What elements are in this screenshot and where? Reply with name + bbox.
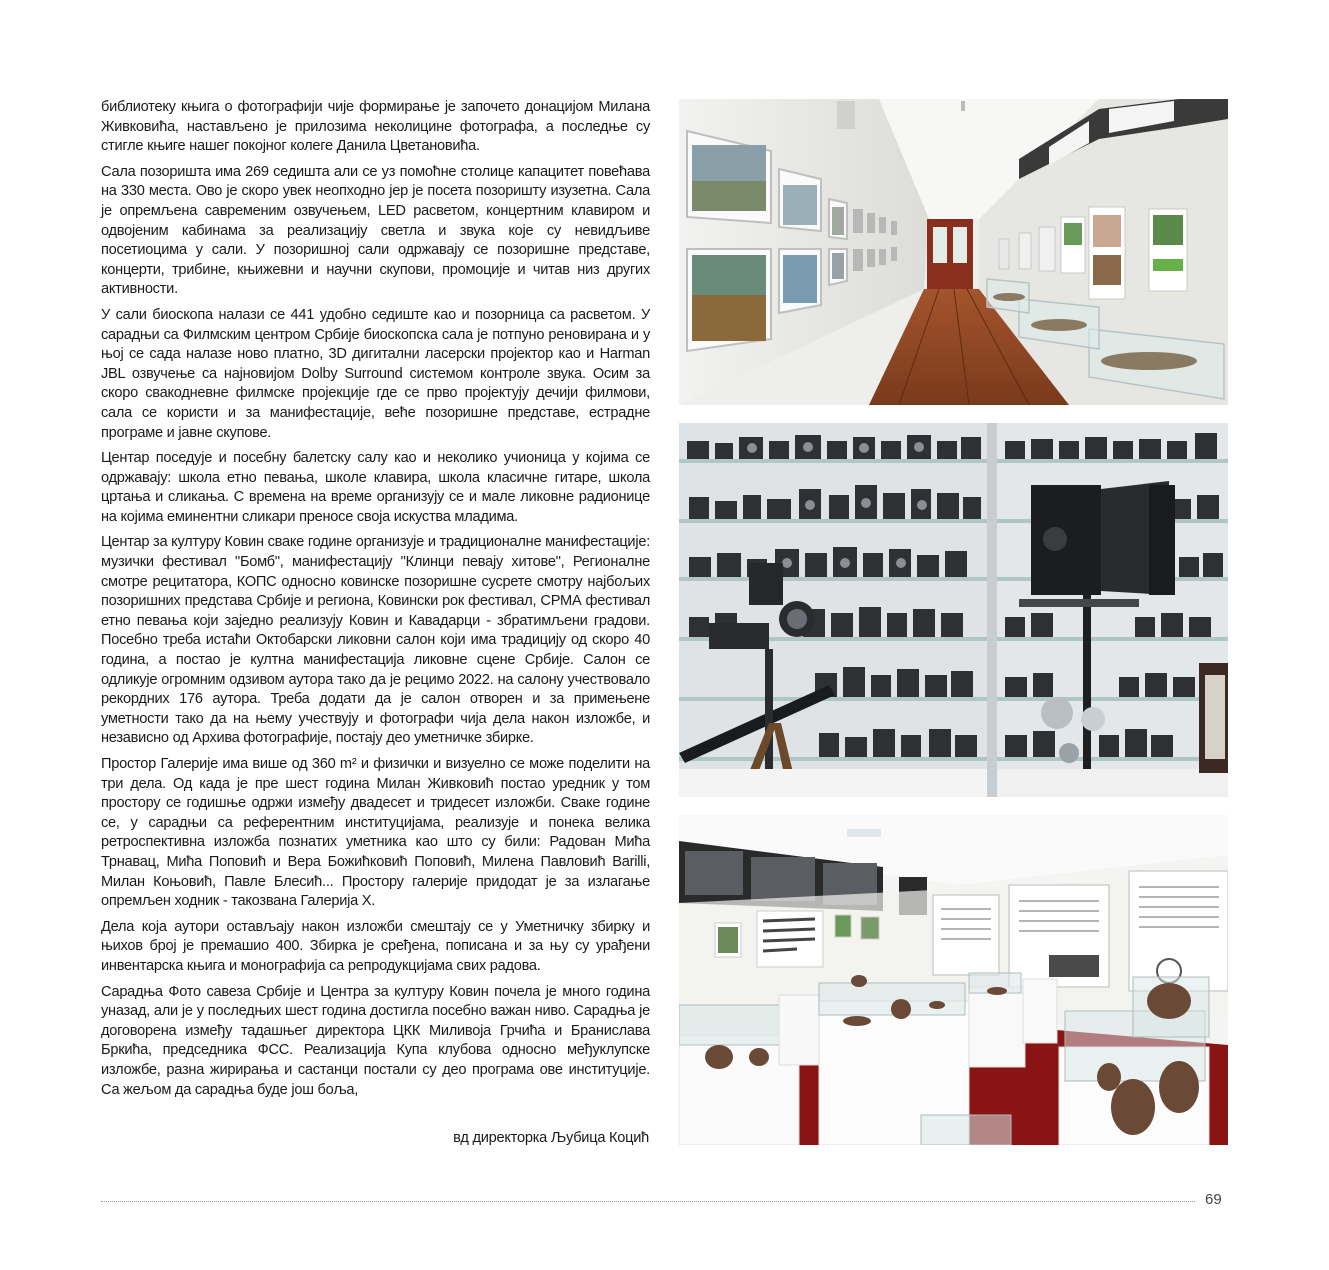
paragraph: Простор Галерије има више од 360 m² и физички и визуелно се може поделити на три дела. Од када је пре шест година Милан Живковић постао уредник у том простору се годишње одржи између двадесет и тридесет изложби. Сваке године се, у сарадњи са референтним институцијама, реализује и понека велика ретроспективна изложба познатих уметника као што су били: Радован Мића Трнавац, Мића Поповић и Вера Божићковић Поповић, Милена Павловић Barilli, Милан Коњовић, Павле Блесић... Простору галерије придодат је за излагање опремљен ходник - такозвана Галерија X. — [101, 756, 650, 910]
paragraph: Центар за културу Ковин сваке године организује и традиционалне манифестације: музички фестивал "Бомб", манифестацију "Клинци певају хитове", Регионалне смотре рецитатора, КОПС односно ковинске позоришне сусрете смотру најбољих позоришних представа Србије и региона, Ковински рок фестивал, СРМА фестивал етно певања који заједно реализују Ковин и Кавадарци - збратимљени градови. Посебно треба истаћи Октобарски ликовни салон који има традицију од скоро 40 година, а постао је култна манифестација ликовне сцене Србије. Салон се одликује огромним одзивом аутора тако да је рецимо 2022. на салону учествовало рекордних 176 аутора. Треба додати да је салон отворен и за примењене уметности тако да на њему учествују и фотографи чија дела након изложбе, и независно од Архива фотографије, постају део уметничке збирке. — [101, 534, 650, 747]
camera-collection-photo — [679, 423, 1228, 797]
paragraph: Сарадња Фото савеза Србије и Центра за културу Ковин почела је много година уназад, али је у последњих шест година достигла посебно важан ниво. Сарадња је договорена између тадашњег директора ЦКК Миливоја Грчића и Бранислава Бркића, председника ФСС. Реализација Купа клубова односно међуклупске изложбе, разна жирирања и састанци постали су део програма ове институције. Са жељом да сарадња буде још боља, — [101, 983, 650, 1098]
signature: вд директорка Љубица Коцић — [453, 1130, 649, 1146]
exhibition-room-image — [679, 815, 1228, 1145]
paragraph: У сали биоскопа налази се 441 удобно седиште као и позорница са расветом. У сарадњи са Филмским центром Србије биоскопска сала је потпуно реновирана и у њој се сада налазе ново платно, 3D дигитални ласерски пројектор као и Harman JBL озвучење са најновијом Dolby Surround системом контроле звука. Осим за скоро свакодневне филмске пројекције где се прво пројектују дечији филмови, сала се користи и за манифестације, веће позоришне представе, естрадне програме и јавне скупове. — [101, 306, 650, 441]
corridor-gallery-image — [679, 99, 1228, 405]
paragraph: Дела која аутори остављају након изложби смештају се у Уметничку збирку и њихов број је премашио 400. Збирка је сређена, пописана и за њу су урађени инвентарска књига и монографија са репродукцијама свих радова. — [101, 918, 650, 974]
exhibition-room-photo — [679, 815, 1228, 1145]
paragraph: Сала позоришта има 269 седишта али се уз помоћне столице капацитет повећава на 330 места. Ово је скоро увек неопходно јер је посета позоришту изузетна. Сала је опремљена савременим озвучењем, LED расветом, концертним клавиром и одвојеним кабинама за реализацију светла и звука које су невидљиве посетиоцима у сали. У позоришној сали одржавају се позоришне представе, концерти, трибине, књижевни и научни скупови, промоције и читав низ других активности. — [101, 163, 650, 298]
article-body — [101, 98, 650, 1106]
camera-collection-image — [679, 423, 1228, 797]
paragraph: библиотеку књига о фотографији чије формирање је започето донацијом Милана Живковића, настављено је прилозима неколицине фотографа, а последње су стигле књиге нашег покојног колеге Данила Цветановића. — [101, 99, 650, 155]
paragraph: Центар поседује и посебну балетску салу као и неколико учионица у којима се одржавају: школа етно певања, школе клавира, школа класичне гитаре, школа цртања и сликања. С времена на време организују се и мале ликовне радионице на којима еминентни сликари преносе своја искуства младима. — [101, 450, 650, 525]
footer-divider — [101, 1201, 1195, 1202]
corridor-gallery-photo — [679, 99, 1228, 405]
page-number: 69 — [1205, 1191, 1222, 1208]
